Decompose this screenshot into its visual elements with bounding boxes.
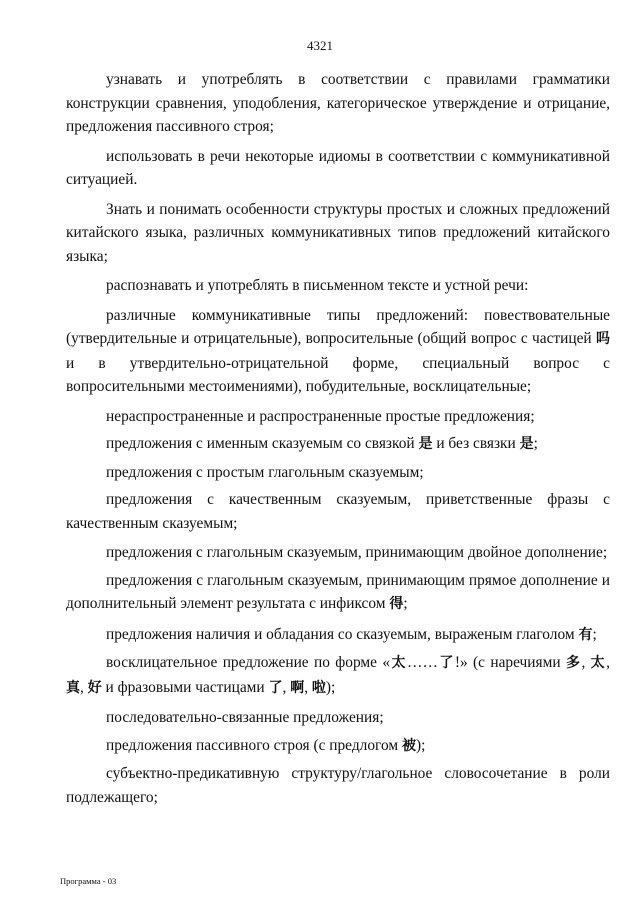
paragraph: предложения с простым глагольным сказуемым; <box>106 463 424 481</box>
chinese-char: 得 <box>389 596 404 612</box>
paragraph: предложения с качественным сказуемым, приветственные фразы с качественным сказуемым; <box>66 491 610 532</box>
chinese-char: 啊 <box>290 679 305 696</box>
paragraph: Знать и понимать особенности структуры простых и сложных предложений китайского языка, различных коммуникативных типов предложений китайского языка; <box>66 200 610 265</box>
paragraph: предложения пассивного строя (с предлогом 被); <box>106 736 426 754</box>
paragraph: нераспространенные и распространенные простые предложения; <box>106 407 535 425</box>
paragraph: восклицательное предложение по форме «太……了!» (с наречиями 多, 太, 真, 好 и фразовыми частицами 了, 啊, 啦); <box>66 654 611 696</box>
chinese-char: 啦 <box>311 679 326 696</box>
chinese-char: 太 <box>390 655 408 671</box>
chinese-char: 是 <box>418 436 433 452</box>
paragraph: использовать в речи некоторые идиомы в соответствии с коммуникативной ситуацией. <box>66 147 610 188</box>
paragraph: предложения с глагольным сказуемым, принимающим прямое дополнение и дополнительный элемент результата с инфиксом 得; <box>66 571 610 612</box>
chinese-char: 是 <box>519 436 534 452</box>
paragraph: узнавать и употреблять в соответствии с правилами грамматики конструкции сравнения, уподобления, категорическое утверждение и отрицание, предложения пассивного строя; <box>66 71 610 135</box>
chinese-char: 了 <box>437 655 455 671</box>
footer-label: Программа - 03 <box>60 876 117 886</box>
paragraph: различные коммуникативные типы предложений: повествовательные (утвердительные и отрицательные), вопросительные (общий вопрос с частицей 吗 и в утвердительно-отрицательной форме, специальный вопрос с вопросительными местоимениями), побудительные, восклицательные; <box>66 306 610 395</box>
chinese-char: 被 <box>401 737 416 754</box>
paragraph: субъектно-предикативную структуру/глагольное словосочетание в роли подлежащего; <box>66 765 610 806</box>
chinese-char: 多 <box>565 655 582 671</box>
paragraph: предложения с именным сказуемым со связкой 是 и без связки 是; <box>106 435 538 452</box>
chinese-char: 好 <box>87 679 102 696</box>
chinese-char: 有 <box>578 626 593 643</box>
page-number: 4321 <box>307 38 333 53</box>
chinese-char: 吗 <box>596 331 610 347</box>
paragraph: предложения с глагольным сказуемым, принимающим двойное дополнение; <box>106 544 608 561</box>
paragraph: распознавать и употреблять в письменном тексте и устной речи: <box>106 277 529 294</box>
chinese-char: 真 <box>66 679 80 696</box>
chinese-char: 了 <box>268 679 283 696</box>
paragraph: последовательно-связанные предложения; <box>106 709 384 726</box>
paragraph: предложения наличия и обладания со сказуемым, выраженым глаголом 有; <box>106 625 597 643</box>
chinese-char: 太 <box>590 655 607 671</box>
body-text <box>66 68 610 815</box>
